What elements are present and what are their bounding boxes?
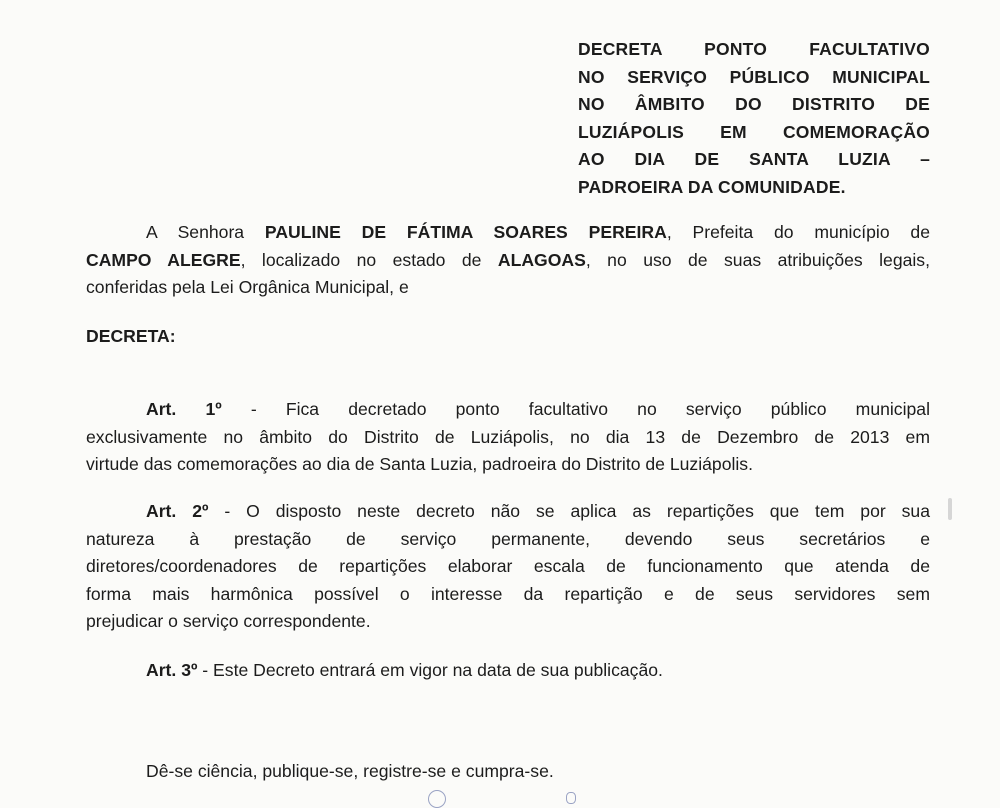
article-line: virtude das comemorações ao dia de Santa Luzia, padroeira do Distrito de Luziápolis.	[86, 454, 753, 474]
article-line: exclusivamente no âmbito do Distrito de Luziápolis, no dia 13 de Dezembro de 2013 em	[86, 426, 930, 447]
article-line: natureza à prestação de serviço permanente, devendo seus secretários e	[86, 528, 930, 549]
intro-line-3: conferidas pela Lei Orgânica Municipal, e	[86, 277, 409, 297]
article-2-label: Art. 2º	[146, 501, 209, 521]
decree-title	[578, 36, 930, 201]
title-line: NO SERVIÇO PÚBLICO MUNICIPAL	[578, 66, 930, 87]
article-3-label: Art. 3º	[146, 660, 198, 680]
municipality-name: CAMPO ALEGRE	[86, 249, 241, 270]
intro-paragraph	[86, 219, 930, 302]
intro-line-1: A Senhora PAULINE DE FÁTIMA SOARES PEREIRA, Prefeita do município de	[146, 222, 931, 242]
signature-stroke-icon	[428, 790, 446, 808]
closing-statement	[86, 758, 930, 786]
article-line: Art. 1º - Fica decretado ponto facultativo no serviço público municipal	[146, 399, 930, 419]
article-line: prejudicar o serviço correspondente.	[86, 611, 371, 631]
closing-line: Dê-se ciência, publique-se, registre-se e cumpra-se.	[146, 761, 554, 781]
title-line: NO ÂMBITO DO DISTRITO DE	[578, 94, 930, 114]
article-line: Art. 3º - Este Decreto entrará em vigor na data de sua publicação.	[146, 660, 663, 680]
title-line: PADROEIRA DA COMUNIDADE.	[578, 176, 846, 197]
article-3	[86, 657, 930, 685]
scan-artifact	[948, 498, 952, 520]
title-line: AO DIA DE SANTA LUZIA –	[578, 149, 930, 169]
article-line: diretores/coordenadores de repartições elaborar escala de funcionamento que atenda de	[86, 556, 930, 576]
signature-stroke-icon	[566, 792, 576, 804]
article-line: forma mais harmônica possível o interesse da repartição e de seus servidores sem	[86, 583, 930, 604]
article-line: Art. 2º - O disposto neste decreto não se aplica as repartições que tem por sua	[146, 501, 930, 521]
state-name: ALAGOAS	[497, 249, 586, 270]
title-line: LUZIÁPOLIS EM COMEMORAÇÃO	[578, 121, 930, 142]
title-line: DECRETA PONTO FACULTATIVO	[578, 39, 930, 59]
mayor-name: PAULINE DE FÁTIMA SOARES PEREIRA	[264, 222, 667, 242]
article-2	[86, 498, 930, 636]
decreta-heading: DECRETA:	[86, 326, 176, 346]
article-1-label: Art. 1º	[146, 399, 222, 419]
article-1	[86, 396, 930, 479]
intro-line-2: CAMPO ALEGRE, localizado no estado de ALAGOAS, no uso de suas atribuições legais,	[86, 249, 930, 270]
